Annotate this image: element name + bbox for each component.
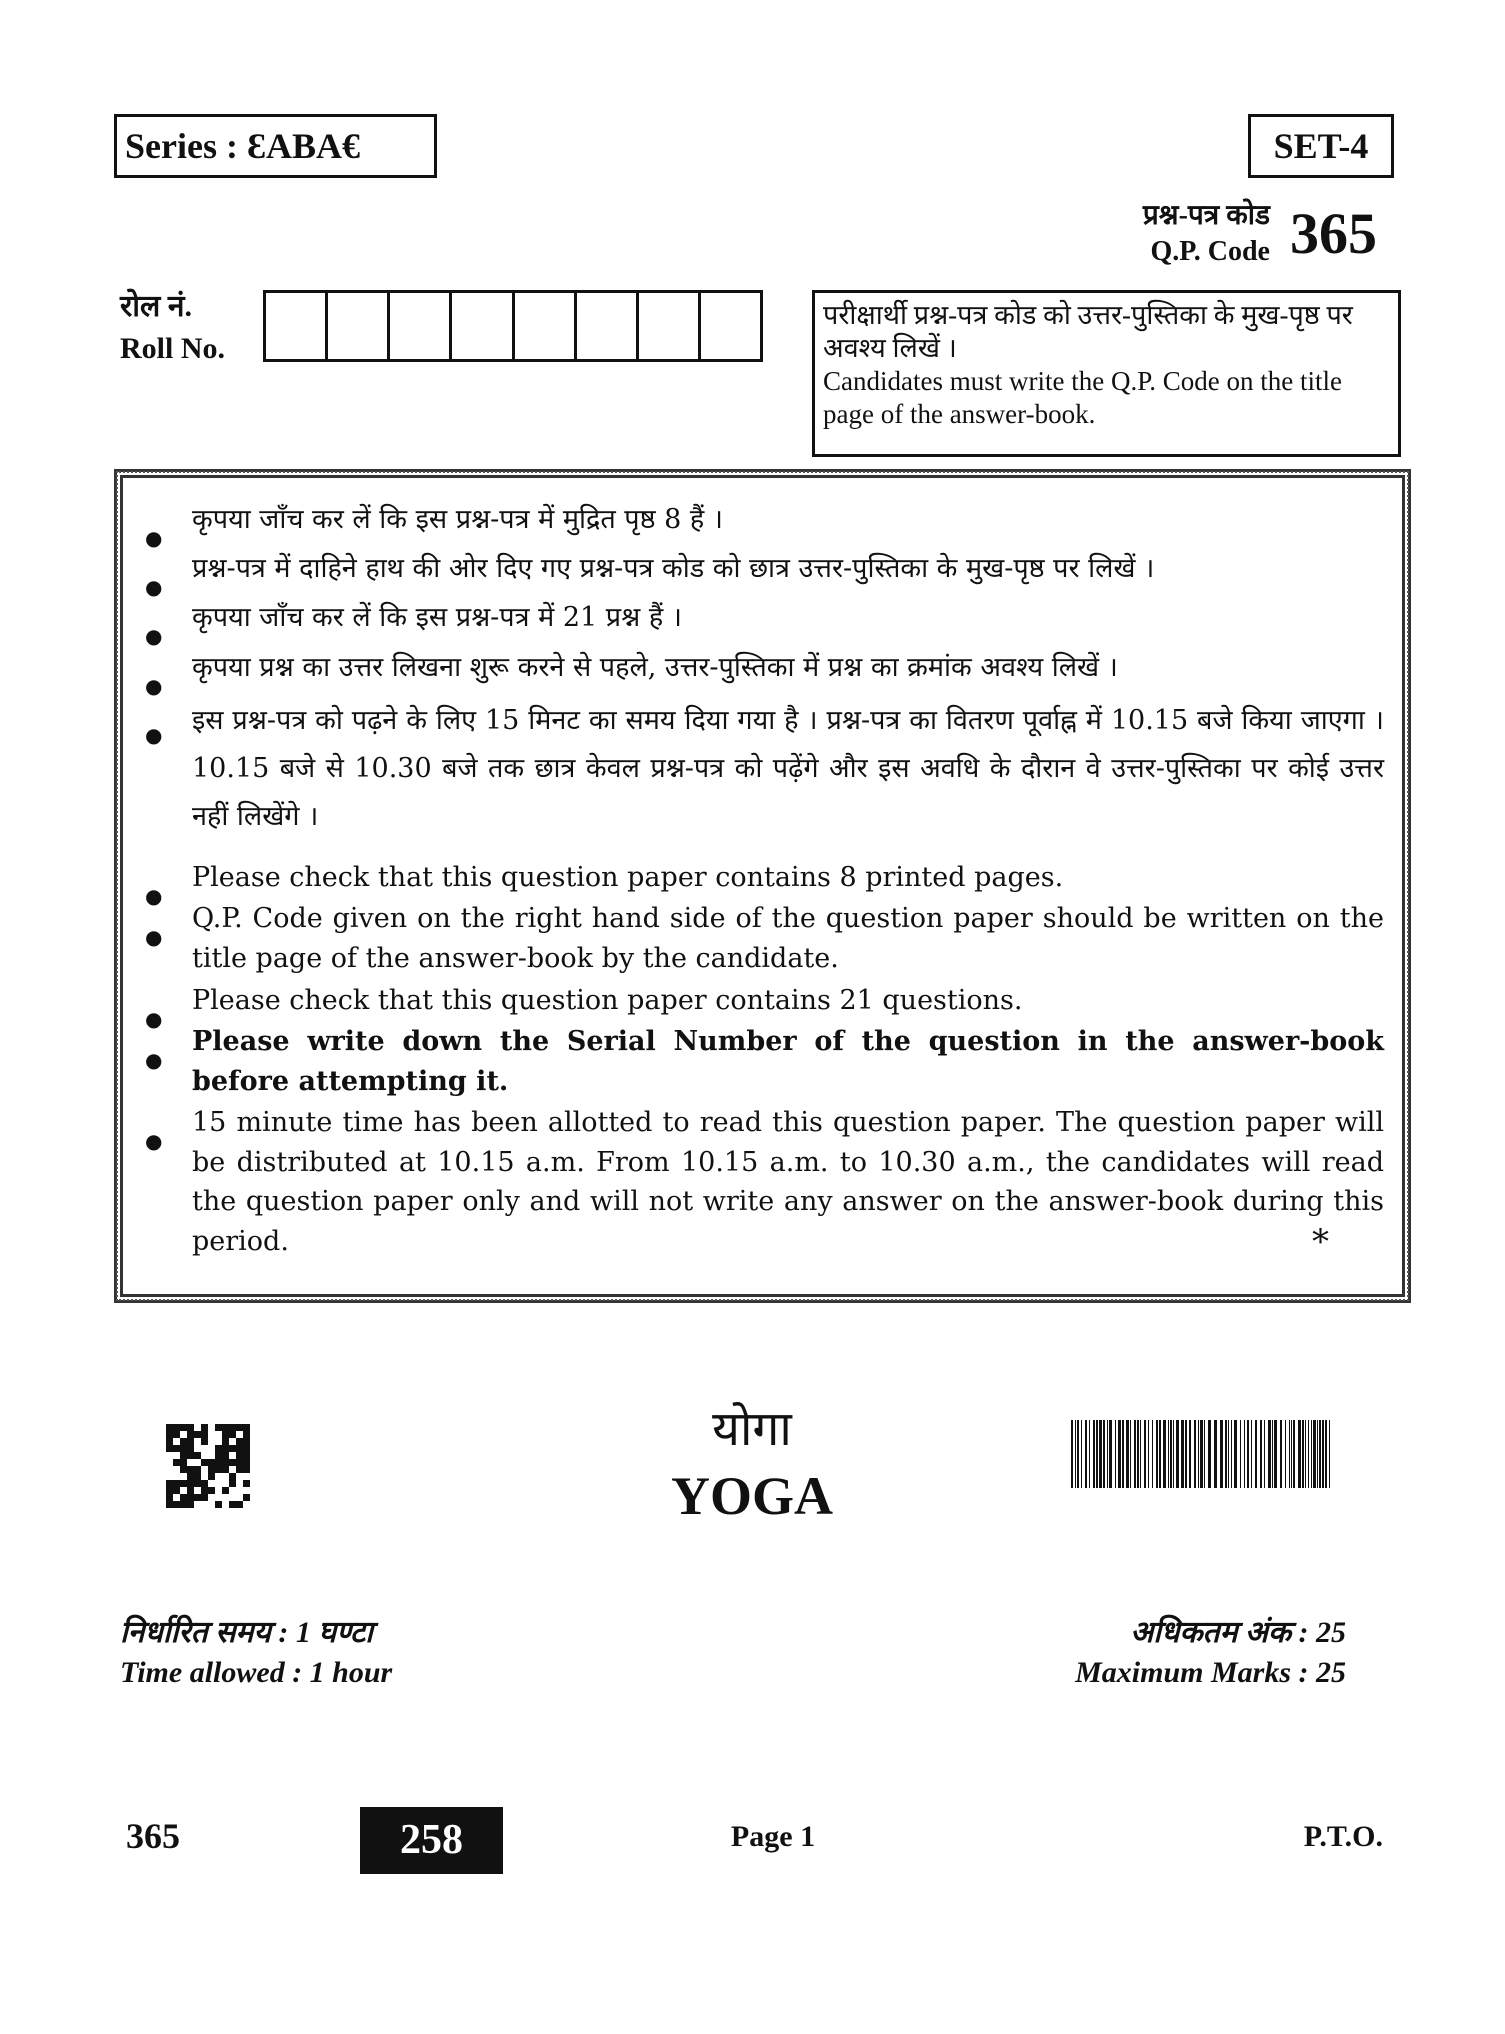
qr-module xyxy=(187,1466,194,1473)
qr-module xyxy=(222,1424,229,1431)
instruction-hi-5: इस प्रश्न-पत्र को पढ़ने के लिए 15 मिनट का समय दिया गया है । प्रश्न-पत्र का वितरण पूर्वाह्न में 10.15 बजे किया जाएगा । 10.15 बजे से 10.30 बजे तक छात्र केवल प्रश्न-पत्र को पढ़ेंगे और इस अवधि के दौरान वे उत्तर-पुस्तिका पर कोई उत्तर नहीं लिखेंगे । xyxy=(192,705,1384,832)
qr-module xyxy=(194,1480,201,1487)
roll-digit-box[interactable] xyxy=(701,293,760,359)
barcode-bar xyxy=(1244,1420,1245,1488)
roll-number-boxes[interactable] xyxy=(263,290,763,362)
barcode-bar xyxy=(1317,1420,1318,1488)
bullet: ● xyxy=(145,925,163,949)
qr-module xyxy=(243,1466,250,1473)
barcode-bar xyxy=(1194,1420,1196,1488)
instruction-en-3: Please check that this question paper contains 21 questions. xyxy=(192,985,1023,1016)
qr-module xyxy=(180,1473,187,1480)
qr-module xyxy=(243,1473,250,1480)
barcode-bar xyxy=(1231,1420,1232,1488)
qr-module xyxy=(173,1438,180,1445)
barcode-bar xyxy=(1156,1420,1158,1488)
barcode-bar xyxy=(1093,1420,1095,1488)
qr-module xyxy=(194,1494,201,1501)
footer-qp-code: 365 xyxy=(126,1816,180,1856)
qr-module xyxy=(166,1445,173,1452)
qr-module xyxy=(208,1466,215,1473)
bullet: ● xyxy=(145,1129,163,1153)
qr-module xyxy=(208,1459,215,1466)
barcode-bar xyxy=(1204,1420,1205,1488)
qr-module xyxy=(229,1466,236,1473)
qr-module xyxy=(166,1424,173,1431)
series-label: Series : ƐABA€ xyxy=(114,114,437,178)
instruction-hi-3: कृपया जाँच कर लें कि इस प्रश्न-पत्र में 21 प्रश्न हैं । xyxy=(192,602,682,633)
barcode-bar xyxy=(1325,1420,1327,1488)
barcode-bar xyxy=(1137,1420,1139,1488)
qr-module xyxy=(222,1459,229,1466)
qr-module xyxy=(187,1487,194,1494)
qr-module xyxy=(173,1431,180,1438)
qr-module xyxy=(194,1501,201,1508)
qr-module xyxy=(208,1494,215,1501)
footer-paper-number: 258 xyxy=(360,1807,503,1874)
qr-module xyxy=(236,1480,243,1487)
barcode-bar xyxy=(1285,1420,1286,1488)
qp-code-label-english: Q.P. Code xyxy=(1150,236,1270,267)
barcode-bar xyxy=(1168,1420,1169,1488)
roll-label xyxy=(120,286,225,370)
qr-module xyxy=(208,1424,215,1431)
roll-digit-box[interactable] xyxy=(452,293,514,359)
qr-module xyxy=(215,1501,222,1508)
qr-module xyxy=(229,1487,236,1494)
barcode xyxy=(1071,1420,1394,1488)
qr-module xyxy=(187,1431,194,1438)
barcode-bar xyxy=(1099,1420,1102,1488)
qr-module xyxy=(222,1445,229,1452)
qr-module xyxy=(222,1466,229,1473)
qr-module xyxy=(208,1438,215,1445)
qr-module xyxy=(194,1438,201,1445)
barcode-bar xyxy=(1291,1420,1292,1488)
barcode-bar xyxy=(1298,1420,1301,1488)
instruction-hi-1: कृपया जाँच कर लें कि इस प्रश्न-पत्र में मुद्रित पृष्ठ 8 हैं । xyxy=(192,504,724,535)
barcode-bar xyxy=(1251,1420,1252,1488)
qr-module xyxy=(187,1438,194,1445)
barcode-bar xyxy=(1240,1420,1241,1488)
instruction-en-4: Please write down the Serial Number of the question in the answer-book before attempting it. xyxy=(192,1026,1384,1097)
barcode-bar xyxy=(1181,1420,1184,1488)
qr-module xyxy=(201,1480,208,1487)
qr-module xyxy=(166,1494,173,1501)
asterisk-mark: * xyxy=(1312,1222,1329,1262)
qr-module xyxy=(229,1494,236,1501)
qr-module xyxy=(166,1480,173,1487)
qr-module xyxy=(201,1487,208,1494)
page-number: Page 1 xyxy=(730,1820,816,1853)
qp-code-notice xyxy=(812,290,1401,457)
qr-module xyxy=(236,1487,243,1494)
qr-module xyxy=(229,1452,236,1459)
qr-module xyxy=(229,1424,236,1431)
qr-module xyxy=(180,1452,187,1459)
barcode-bar xyxy=(1107,1420,1108,1488)
barcode-bar xyxy=(1134,1420,1136,1488)
barcode-bar xyxy=(1081,1420,1082,1488)
barcode-bar xyxy=(1185,1420,1187,1488)
qr-module xyxy=(166,1466,173,1473)
roll-label-english: Roll No. xyxy=(120,332,225,365)
barcode-bar xyxy=(1322,1420,1324,1488)
barcode-bar xyxy=(1305,1420,1306,1488)
qr-module xyxy=(229,1473,236,1480)
qr-module xyxy=(243,1445,250,1452)
qr-module xyxy=(201,1473,208,1480)
bullet: ● xyxy=(145,1007,163,1031)
barcode-bar xyxy=(1220,1420,1223,1488)
qr-module xyxy=(215,1452,222,1459)
qr-module xyxy=(187,1459,194,1466)
qr-module xyxy=(243,1487,250,1494)
qr-module xyxy=(208,1445,215,1452)
qr-module xyxy=(208,1473,215,1480)
qr-module xyxy=(208,1452,215,1459)
qr-module xyxy=(229,1438,236,1445)
qr-module xyxy=(229,1431,236,1438)
barcode-bar xyxy=(1234,1420,1237,1488)
barcode-bar xyxy=(1089,1420,1090,1488)
barcode-bar xyxy=(1152,1420,1153,1488)
qr-module xyxy=(243,1459,250,1466)
qr-module xyxy=(180,1501,187,1508)
qp-code-label-hindi: प्रश्न-पत्र कोड xyxy=(1142,200,1270,231)
qr-module xyxy=(201,1501,208,1508)
qr-module xyxy=(222,1473,229,1480)
qr-module xyxy=(180,1459,187,1466)
qr-module xyxy=(236,1459,243,1466)
instruction-en-5: 15 minute time has been allotted to read this question paper. The question paper will be distributed at 10.15 a.m. From 10.15 a.m. to 10.30 a.m., the candidates will read the question paper only and will not write any answer on the answer-book during this period. xyxy=(192,1107,1384,1257)
qr-module xyxy=(215,1487,222,1494)
qr-module xyxy=(187,1473,194,1480)
barcode-bar xyxy=(1170,1420,1172,1488)
qr-module xyxy=(236,1452,243,1459)
maximum-marks-hindi: अधिकतम अंक : 25 xyxy=(1130,1616,1346,1649)
qr-module xyxy=(201,1494,208,1501)
qr-module xyxy=(229,1459,236,1466)
qr-module xyxy=(201,1445,208,1452)
barcode-bar xyxy=(1144,1420,1146,1488)
barcode-bar xyxy=(1268,1420,1271,1488)
qp-code-value: 365 xyxy=(1290,201,1377,266)
time-allowed: Time allowed : 1 hour xyxy=(120,1656,393,1689)
barcode-bar xyxy=(1109,1420,1112,1488)
qr-module xyxy=(166,1487,173,1494)
qr-module xyxy=(222,1438,229,1445)
qr-code xyxy=(166,1424,250,1508)
barcode-bar xyxy=(1208,1420,1211,1488)
qr-module xyxy=(201,1431,208,1438)
barcode-bar xyxy=(1176,1420,1179,1488)
barcode-bar xyxy=(1159,1420,1161,1488)
qr-module xyxy=(173,1494,180,1501)
qr-module xyxy=(201,1466,208,1473)
roll-digit-box[interactable] xyxy=(328,293,390,359)
qr-module xyxy=(243,1424,250,1431)
qp-code-label xyxy=(1080,198,1270,270)
qr-module xyxy=(187,1445,194,1452)
bullet: ● xyxy=(145,723,163,747)
time-allowed-hindi: निर्धारित समय : 1 घण्टा xyxy=(120,1616,373,1649)
barcode-bar xyxy=(1280,1420,1282,1488)
qr-module xyxy=(194,1473,201,1480)
barcode-bar xyxy=(1198,1420,1199,1488)
bullet: ● xyxy=(145,884,163,908)
barcode-bar xyxy=(1140,1420,1141,1488)
barcode-bar xyxy=(1274,1420,1277,1488)
qr-module xyxy=(222,1487,229,1494)
please-turn-over: P.T.O. xyxy=(1303,1820,1383,1853)
qr-module xyxy=(180,1438,187,1445)
qr-module xyxy=(180,1487,187,1494)
maximum-marks: Maximum Marks : 25 xyxy=(1075,1656,1346,1689)
barcode-bar xyxy=(1085,1420,1087,1488)
subject-title: YOGA xyxy=(671,1466,833,1526)
qr-module xyxy=(222,1431,229,1438)
barcode-bar xyxy=(1126,1420,1129,1488)
qr-module xyxy=(194,1431,201,1438)
roll-digit-box[interactable] xyxy=(577,293,639,359)
qr-module xyxy=(166,1501,173,1508)
barcode-bar xyxy=(1225,1420,1227,1488)
barcode-bar xyxy=(1103,1420,1105,1488)
notice-english: Candidates must write the Q.P. Code on the title page of the answer-book. xyxy=(823,366,1342,429)
qr-module xyxy=(187,1494,194,1501)
qr-module xyxy=(173,1459,180,1466)
roll-digit-box[interactable] xyxy=(515,293,577,359)
barcode-bar xyxy=(1247,1420,1249,1488)
qr-module xyxy=(236,1501,243,1508)
qr-module xyxy=(236,1438,243,1445)
barcode-bar xyxy=(1214,1420,1217,1488)
qr-module xyxy=(215,1431,222,1438)
qr-module xyxy=(166,1459,173,1466)
barcode-bar xyxy=(1308,1420,1309,1488)
qr-module xyxy=(166,1438,173,1445)
qr-module xyxy=(243,1431,250,1438)
qr-module xyxy=(215,1459,222,1466)
qr-module xyxy=(166,1452,173,1459)
set-label: SET-4 xyxy=(1248,114,1394,178)
barcode-bar xyxy=(1173,1420,1174,1488)
bullet: ● xyxy=(145,575,163,599)
barcode-bar xyxy=(1289,1420,1290,1488)
barcode-bar xyxy=(1313,1420,1316,1488)
barcode-bar xyxy=(1293,1420,1295,1488)
roll-digit-box[interactable] xyxy=(639,293,701,359)
barcode-bar xyxy=(1255,1420,1257,1488)
barcode-bar xyxy=(1115,1420,1116,1488)
barcode-bar xyxy=(1200,1420,1203,1488)
qr-module xyxy=(215,1466,222,1473)
instruction-hi-4: कृपया प्रश्न का उत्तर लिखना शुरू करने से पहले, उत्तर-पुस्तिका में प्रश्न का क्रमांक अवश्य लिखें । xyxy=(192,652,1118,683)
qr-module xyxy=(166,1473,173,1480)
qr-module xyxy=(180,1466,187,1473)
qr-module xyxy=(208,1431,215,1438)
qr-module xyxy=(173,1445,180,1452)
qr-module xyxy=(229,1480,236,1487)
qr-module xyxy=(194,1487,201,1494)
qr-module xyxy=(173,1424,180,1431)
barcode-bar xyxy=(1260,1420,1262,1488)
barcode-bar xyxy=(1302,1420,1304,1488)
barcode-bar xyxy=(1319,1420,1321,1488)
qr-module xyxy=(215,1494,222,1501)
qr-module xyxy=(201,1459,208,1466)
barcode-bar xyxy=(1071,1420,1073,1488)
roll-digit-box[interactable] xyxy=(266,293,328,359)
barcode-bar xyxy=(1122,1420,1124,1488)
barcode-bar xyxy=(1329,1420,1330,1488)
bullet: ● xyxy=(145,624,163,648)
qr-module xyxy=(229,1445,236,1452)
qr-module xyxy=(201,1438,208,1445)
qr-module xyxy=(243,1494,250,1501)
qr-module xyxy=(243,1452,250,1459)
roll-label-hindi: रोल नं. xyxy=(120,290,193,323)
bullet: ● xyxy=(145,674,163,698)
qr-module xyxy=(187,1452,194,1459)
qr-module xyxy=(201,1424,208,1431)
instruction-en-1: Please check that this question paper contains 8 printed pages. xyxy=(192,862,1064,893)
qr-module xyxy=(180,1480,187,1487)
qr-module xyxy=(222,1501,229,1508)
barcode-bar xyxy=(1096,1420,1098,1488)
barcode-bar xyxy=(1311,1420,1312,1488)
qr-module xyxy=(173,1501,180,1508)
qr-module xyxy=(173,1473,180,1480)
qr-module xyxy=(187,1501,194,1508)
qr-module xyxy=(201,1452,208,1459)
notice-hindi: परीक्षार्थी प्रश्न-पत्र कोड को उत्तर-पुस्तिका के मुख-पृष्ठ पर अवश्य लिखें । xyxy=(823,300,1353,363)
qr-module xyxy=(180,1431,187,1438)
qr-module xyxy=(236,1466,243,1473)
barcode-bar xyxy=(1272,1420,1273,1488)
qr-module xyxy=(194,1445,201,1452)
qr-module xyxy=(215,1424,222,1431)
qr-module xyxy=(180,1424,187,1431)
qr-module xyxy=(187,1480,194,1487)
qr-module xyxy=(194,1459,201,1466)
barcode-bar xyxy=(1075,1420,1076,1488)
barcode-bar xyxy=(1118,1420,1121,1488)
qr-module xyxy=(222,1494,229,1501)
qr-module xyxy=(180,1494,187,1501)
qr-module xyxy=(173,1452,180,1459)
roll-digit-box[interactable] xyxy=(390,293,452,359)
qr-module xyxy=(236,1473,243,1480)
bullet: ● xyxy=(145,526,163,550)
qr-module xyxy=(222,1452,229,1459)
qr-module xyxy=(215,1473,222,1480)
qr-module xyxy=(208,1487,215,1494)
qr-module xyxy=(243,1438,250,1445)
qr-module xyxy=(173,1487,180,1494)
qr-module xyxy=(208,1480,215,1487)
qr-module xyxy=(194,1424,201,1431)
qr-module xyxy=(215,1480,222,1487)
barcode-bar xyxy=(1148,1420,1149,1488)
barcode-bar xyxy=(1163,1420,1166,1488)
qr-module xyxy=(173,1466,180,1473)
qr-module xyxy=(194,1466,201,1473)
barcode-bar xyxy=(1228,1420,1229,1488)
qr-module xyxy=(236,1494,243,1501)
qr-module xyxy=(187,1424,194,1431)
qr-module xyxy=(236,1445,243,1452)
barcode-bar xyxy=(1130,1420,1131,1488)
qr-module xyxy=(215,1438,222,1445)
subject-title-hindi: योगा xyxy=(712,1401,792,1457)
qr-module xyxy=(194,1452,201,1459)
barcode-bar xyxy=(1264,1420,1265,1488)
instruction-hi-2: प्रश्न-पत्र में दाहिने हाथ की ओर दिए गए प्रश्न-पत्र कोड को छात्र उत्तर-पुस्तिका के मुख-पृष्ठ पर लिखें । xyxy=(192,553,1155,584)
qr-module xyxy=(236,1431,243,1438)
qr-module xyxy=(229,1501,236,1508)
instruction-en-2: Q.P. Code given on the right hand side of the question paper should be written on the title page of the answer-book by the candidate. xyxy=(192,903,1384,974)
qr-module xyxy=(208,1501,215,1508)
qr-module xyxy=(243,1480,250,1487)
qr-module xyxy=(180,1445,187,1452)
qr-module xyxy=(222,1480,229,1487)
bullet: ● xyxy=(145,1048,163,1072)
barcode-bar xyxy=(1077,1420,1079,1488)
qr-module xyxy=(243,1501,250,1508)
qr-module xyxy=(215,1445,222,1452)
qr-module xyxy=(166,1431,173,1438)
qr-module xyxy=(173,1480,180,1487)
qr-module xyxy=(236,1424,243,1431)
barcode-bar xyxy=(1189,1420,1191,1488)
